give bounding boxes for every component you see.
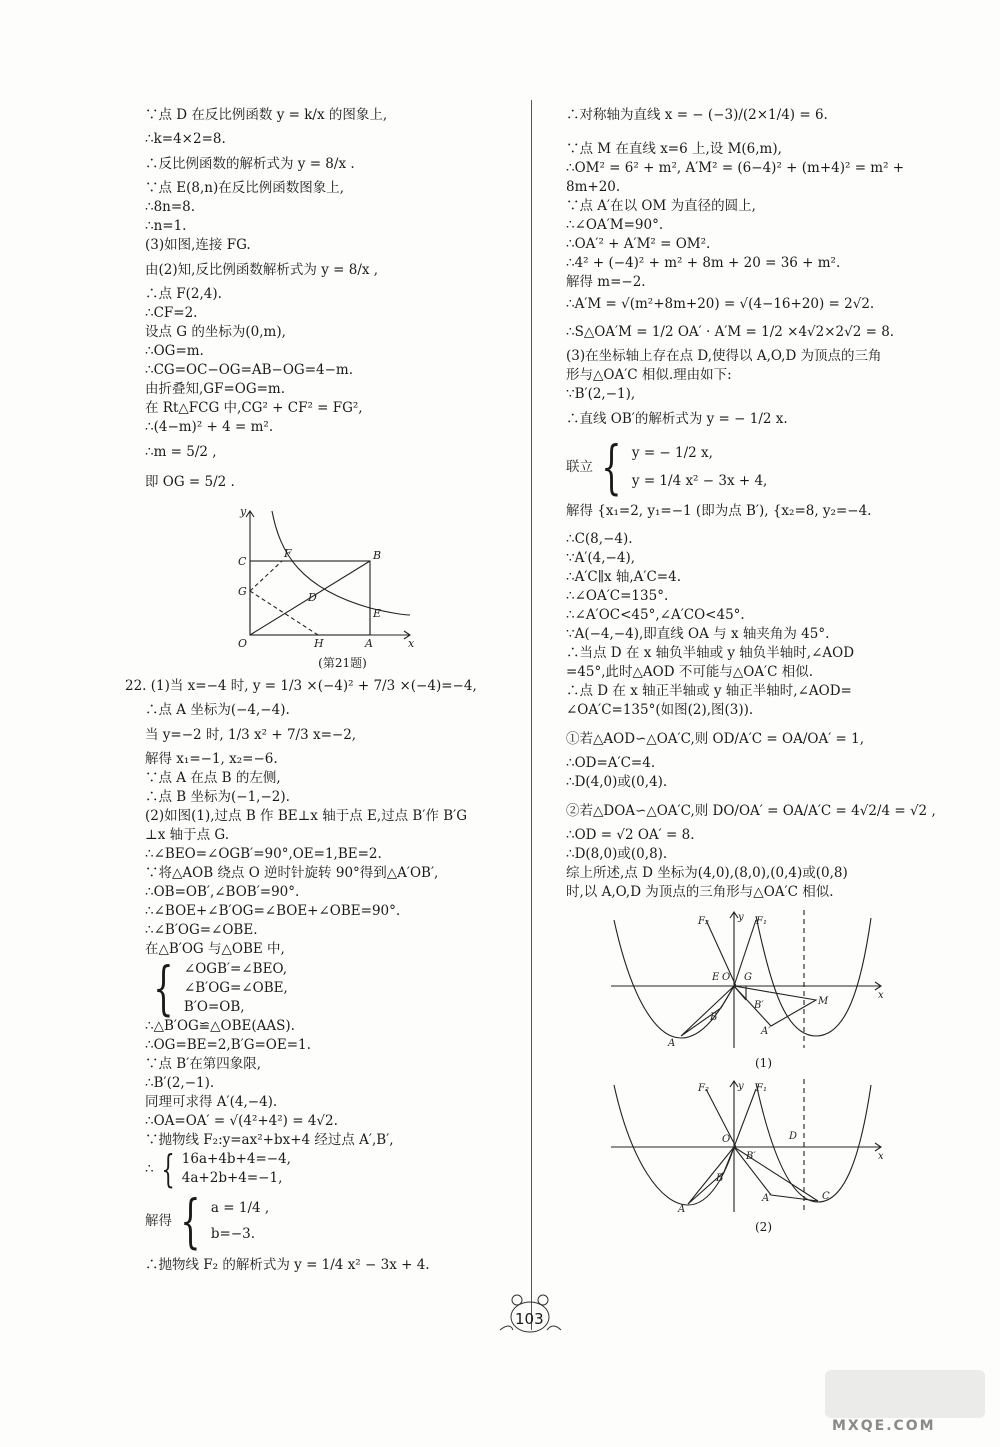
equation-system xyxy=(145,1187,520,1255)
brace-symbol: { xyxy=(153,954,174,1022)
text-line: ∴点 A 坐标为(−4,−4). xyxy=(145,702,290,718)
text-line: ∵点 M 在直线 x=6 上,设 M(6,m), xyxy=(566,141,782,157)
fig1-label: F₂ xyxy=(698,916,709,927)
equation-system xyxy=(145,954,520,1022)
text-line: (2)如图(1),过点 B 作 BE⊥x 轴于点 E,过点 B′作 B′G xyxy=(145,808,467,824)
fig2-label: D xyxy=(789,1131,798,1142)
fig2-label: B xyxy=(716,1173,724,1184)
text-line: ∴∠A′OC<45°,∠A′CO<45°. xyxy=(566,607,745,623)
text-line: 即 OG = 5/2 . xyxy=(145,474,235,490)
text-line: ∴A′M = √(m²+8m+20) = √(4−16+20) = 2√2. xyxy=(566,296,875,312)
fig1-label: G xyxy=(744,972,752,983)
fig1-label: A′ xyxy=(761,1026,771,1037)
fig21-label: H xyxy=(314,637,324,650)
text-line: ∴△B′OG≌△OBE(AAS). xyxy=(145,1018,295,1034)
fig21-label: x xyxy=(408,637,415,650)
text-line: ∠OA′C=135°(如图(2),图(3)). xyxy=(566,702,754,718)
fig2-label: C xyxy=(822,1191,830,1202)
figure-1 xyxy=(606,908,896,1053)
text-line: ∴∠OA′M=90°. xyxy=(566,217,664,233)
text-line: ∴D(8,0)或(0,8). xyxy=(566,846,668,862)
system-line: B′O=OB, xyxy=(183,998,245,1015)
fig21-label: E xyxy=(373,607,382,620)
text-line: ∴OG=m. xyxy=(145,343,204,359)
fig21-label: y xyxy=(240,505,247,518)
text-line: 由(2)知,反比例函数解析式为 y = 8/x , xyxy=(145,262,379,278)
text-line: ∴CF=2. xyxy=(145,305,198,321)
text-line: ∵抛物线 F₂:y=ax²+bx+4 经过点 A′,B′, xyxy=(145,1132,394,1148)
text-line: ①若△AOD∽△OA′C,则 OD/A′C = OA/OA′ = 1, xyxy=(566,731,865,747)
text-line: ∴m = 5/2 , xyxy=(145,444,217,460)
fig1-label: F₁ xyxy=(756,916,767,927)
text-line: ∴∠OA′C=135°. xyxy=(566,588,669,604)
text-line: ∴反比例函数的解析式为 y = 8/x . xyxy=(145,156,355,172)
fig1-label: A xyxy=(668,1038,676,1049)
text-line: ∴∠BEO=∠OGB′=90°,OE=1,BE=2. xyxy=(145,846,382,862)
text-line: (3)如图,连接 FG. xyxy=(145,237,251,253)
text-line: 当 y=−2 时, 1/3 x² + 7/3 x=−2, xyxy=(145,727,357,743)
fig1-label: E xyxy=(712,972,720,983)
text-line: =45°,此时△AOD 不可能与△OA′C 相似. xyxy=(566,664,814,680)
text-line: 由折叠知,GF=OG=m. xyxy=(145,381,286,397)
fig21-label: O xyxy=(238,637,248,650)
text-line: 解得 {x₁=2, y₁=−1 (即为点 B′), {x₂=8, y₂=−4. xyxy=(566,503,872,519)
text-line: ∴OM² = 6² + m², A′M² = (6−4)² + (m+4)² = m² + xyxy=(566,160,905,176)
text-line: ∴k=4×2=8. xyxy=(145,131,226,147)
text-line: 时,以 A,O,D 为顶点的三角形与△OA′C 相似. xyxy=(566,884,834,900)
system-line: a = 1/4 , xyxy=(210,1200,270,1216)
system-line: y = 1/4 x² − 3x + 4, xyxy=(631,473,768,489)
system-line: b=−3. xyxy=(210,1226,256,1242)
fig2-label: B′ xyxy=(746,1151,756,1162)
system-label: 解得 xyxy=(145,1212,172,1229)
fig2-label: A xyxy=(678,1204,686,1215)
page-number: 103 xyxy=(515,1310,544,1328)
fig1-label: x xyxy=(878,990,884,1001)
text-line: ∴OA′² + A′M² = OM². xyxy=(566,236,711,252)
text-line: ∴点 F(2,4). xyxy=(145,286,222,302)
watermark-text: MXQE.COM xyxy=(832,1418,936,1434)
text-line: ∵点 E(8,n)在反比例函数图象上, xyxy=(145,180,345,196)
fig2-label: O xyxy=(722,1134,731,1145)
text-line: ∴抛物线 F₂ 的解析式为 y = 1/4 x² − 3x + 4. xyxy=(145,1257,430,1273)
text-line: 解得 m=−2. xyxy=(566,274,646,290)
text-line: 22. (1)当 x=−4 时, y = 1/3 ×(−4)² + 7/3 ×(−4)=−4, xyxy=(125,678,477,694)
text-line: ∴当点 D 在 x 轴负半轴或 y 轴负半轴时,∠AOD xyxy=(566,645,855,661)
fig1-label: M xyxy=(818,996,829,1007)
figure-2 xyxy=(606,1077,896,1217)
fig1-label: y xyxy=(738,912,744,923)
brace-symbol: { xyxy=(601,433,622,501)
text-line: 解得 x₁=−1, x₂=−6. xyxy=(145,751,278,767)
text-line: ∴对称轴为直线 x = − (−3)/(2×1/4) = 6. xyxy=(566,107,828,123)
text-line: ∴S△OA′M = 1/2 OA′ · A′M = 1/2 ×4√2×2√2 = 8. xyxy=(566,324,895,340)
fig2-label: y xyxy=(738,1081,744,1092)
text-line: ∵A′(4,−4), xyxy=(566,550,636,566)
text-line: ∴OD=A′C=4. xyxy=(566,755,656,771)
figure-1-caption: (1) xyxy=(755,1056,772,1070)
system-line: ∠B′OG=∠OBE, xyxy=(183,979,288,996)
text-line: ∴直线 OB′的解析式为 y = − 1/2 x. xyxy=(566,411,788,427)
brace-symbol: { xyxy=(180,1187,201,1255)
system-line: ∠OGB′=∠BEO, xyxy=(183,960,288,977)
fig1-label: B xyxy=(710,1012,718,1023)
text-line: (3)在坐标轴上存在点 D,使得以 A,O,D 为顶点的三角 xyxy=(566,348,882,364)
text-line: ∵点 A′在以 OM 为直径的圆上, xyxy=(566,198,756,214)
text-line: ∵将△AOB 绕点 O 逆时针旋转 90°得到△A′OB′, xyxy=(145,865,439,881)
text-line: ∴OG=BE=2,B′G=OE=1. xyxy=(145,1037,311,1053)
fig1-label: B′ xyxy=(754,1000,764,1011)
text-line: 同理可求得 A′(4,−4). xyxy=(145,1094,278,1110)
text-line: ∴CG=OC−OG=AB−OG=4−m. xyxy=(145,362,354,378)
fig2-label: A′ xyxy=(762,1193,772,1204)
brace-symbol: { xyxy=(161,1147,175,1191)
fig21-label: A xyxy=(365,637,373,650)
fig21-label: F xyxy=(284,547,292,560)
text-line: 8m+20. xyxy=(566,179,621,195)
text-line: ②若△DOA∽△OA′C,则 DO/OA′ = OA/A′C = 4√2/4 = √2 , xyxy=(566,803,936,819)
system-label: 联立 xyxy=(566,458,593,475)
text-line: 在△B′OG 与△OBE 中, xyxy=(145,941,285,957)
text-line: ∴点 D 在 x 轴正半轴或 y 轴正半轴时,∠AOD= xyxy=(566,683,852,699)
text-line: ∴∠BOE+∠B′OG=∠BOE+∠OBE=90°. xyxy=(145,903,401,919)
figure-21 xyxy=(230,503,430,653)
fig21-label: G xyxy=(238,585,247,598)
text-line: ∴B′(2,−1). xyxy=(145,1075,215,1091)
fig2-label: x xyxy=(878,1151,884,1162)
text-line: ∵A(−4,−4),即直线 OA 与 x 轴夹角为 45°. xyxy=(566,626,830,642)
text-line: ∵B′(2,−1), xyxy=(566,386,636,402)
fig2-label: F₁ xyxy=(756,1083,767,1094)
right-column xyxy=(566,100,961,1235)
text-line: ∴D(4,0)或(0,4). xyxy=(566,774,668,790)
system-line: 4a+2b+4=−1, xyxy=(181,1170,283,1186)
fig21-label: B xyxy=(373,549,382,562)
text-line: ∴A′C∥x 轴,A′C=4. xyxy=(566,569,682,585)
text-line: ∴(4−m)² + 4 = m². xyxy=(145,419,274,435)
column-divider xyxy=(531,100,532,1330)
text-line: ∴OD = √2 OA′ = 8. xyxy=(566,827,695,843)
text-line: ∴OB=OB′,∠BOB′=90°. xyxy=(145,884,300,900)
system-line: 16a+4b+4=−4, xyxy=(181,1151,291,1167)
text-line: ∴8n=8. xyxy=(145,199,196,215)
text-line: ∵点 A 在点 B 的左侧, xyxy=(145,770,281,786)
text-line: ∵点 B′在第四象限, xyxy=(145,1056,262,1072)
equation-system xyxy=(566,433,961,501)
text-line: ∴n=1. xyxy=(145,218,187,234)
fig1-label: O xyxy=(722,972,731,983)
fig2-label: F₂ xyxy=(698,1083,709,1094)
fig21-label: C xyxy=(238,555,247,568)
text-line: ∴点 B 坐标为(−1,−2). xyxy=(145,789,290,805)
text-line: 形与△OA′C 相似.理由如下: xyxy=(566,367,732,383)
figure-21-caption: (第21题) xyxy=(318,656,367,670)
equation-system: ∴ { 16a+4b+4=−4, 4a+2b+4=−1, xyxy=(145,1147,291,1191)
text-line: ∵点 D 在反比例函数 y = k/x 的图象上, xyxy=(145,107,388,123)
text-line: ∴C(8,−4). xyxy=(566,531,633,547)
left-column xyxy=(125,100,520,1280)
figure-2-caption: (2) xyxy=(755,1220,772,1234)
text-line: 在 Rt△FCG 中,CG² + CF² = FG², xyxy=(145,400,363,416)
text-line: ∴∠B′OG=∠OBE. xyxy=(145,922,258,938)
text-line: 综上所述,点 D 坐标为(4,0),(8,0),(0,4)或(0,8) xyxy=(566,865,848,881)
text-line: ∴4² + (−4)² + m² + 8m + 20 = 36 + m². xyxy=(566,255,841,271)
text-line: ∴OA=OA′ = √(4²+4²) = 4√2. xyxy=(145,1113,338,1129)
text-line: 设点 G 的坐标为(0,m), xyxy=(145,324,286,340)
fig21-label: D xyxy=(308,591,317,604)
system-line: y = − 1/2 x, xyxy=(631,445,713,461)
text-line: ⊥x 轴于点 G. xyxy=(145,827,229,843)
